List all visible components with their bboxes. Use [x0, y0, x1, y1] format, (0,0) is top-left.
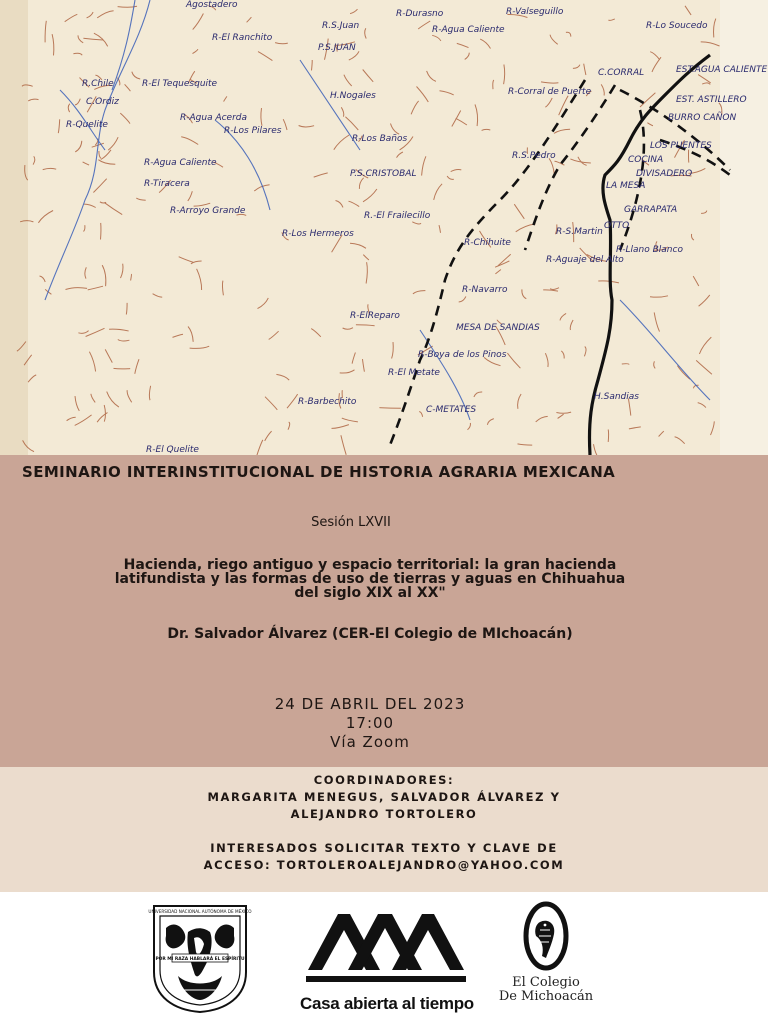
event-time: 17:00 — [345, 714, 395, 732]
coordinators-names: ALEJANDRO TORTOLERO — [290, 807, 478, 821]
colmich-name — [490, 976, 602, 1004]
map-label: P.S.CRISTOBAL — [350, 169, 417, 179]
map-label: R-Agua Acerda — [180, 113, 248, 123]
map-label: R-Barbechito — [298, 397, 357, 407]
session-info-band — [0, 455, 768, 767]
map-label: R-Quelite — [66, 120, 108, 130]
map-label: C.CORRAL — [598, 68, 645, 78]
map-label: R-Durasno — [396, 9, 444, 19]
institution-logos — [0, 892, 768, 1024]
uam-logo — [300, 906, 472, 1018]
map-label: MESA DE SANDIAS — [456, 323, 540, 333]
coordinators-band — [0, 767, 768, 892]
map-label: LA MESA — [606, 181, 646, 191]
terrain-stroke — [379, 408, 401, 409]
map-label: R-Boya de los Pinos — [418, 350, 507, 360]
map-label: EST. ASTILLERO — [676, 95, 747, 105]
map-label: R-Los Hermeros — [282, 229, 354, 239]
event-date: 24 DE ABRIL DEL 2023 — [274, 695, 466, 713]
map-label: R.-El Frailecillo — [364, 211, 431, 221]
map-label: R-Agua Caliente — [144, 158, 217, 168]
speaker: Dr. Salvador Álvarez (CER-El Colegio de MIchoacán) — [167, 626, 573, 642]
map-label: R-S.Martin — [556, 227, 603, 237]
colmich-name-line: El Colegio — [512, 975, 580, 990]
uam-symbol-icon — [300, 906, 472, 990]
map-label: R-Tiracera — [144, 179, 190, 189]
uam-tagline: Casa abierta al tiempo — [300, 994, 474, 1013]
map-label: R.S.Juan — [322, 21, 360, 31]
map-label: R-Agua Caliente — [432, 25, 505, 35]
unam-seal-text: UNIVERSIDAD NACIONAL AUTÓNOMA DE MÉXICO — [148, 909, 252, 914]
map-label: R-Arroyo Grande — [170, 206, 246, 216]
map-label: P.S.JUAN — [318, 43, 356, 53]
map-label: R-El Quelite — [146, 445, 199, 455]
talk-title-line: Hacienda, riego antiguo y espacio territorial: la gran hacienda — [123, 557, 617, 573]
map-label: R-Los Baños — [352, 134, 408, 144]
unam-motto: POR MI RAZA HABLARÁ EL ESPÍRITU — [155, 957, 245, 962]
map-label: R-Aguaje del Alto — [546, 255, 624, 265]
map-label: H.Nogales — [330, 91, 376, 101]
map-label: H.Sandias — [594, 392, 639, 402]
map-label: R-El Metate — [388, 368, 440, 378]
map-label: R-Llano Blanco — [616, 245, 683, 255]
map-label: R.S.Pedro — [512, 151, 556, 161]
map-label: R-Corral de Puerte — [508, 87, 592, 97]
map-label: R-Lo Soucedo — [646, 21, 708, 31]
access-request-text: INTERESADOS SOLICITAR TEXTO Y CLAVE DE — [210, 841, 558, 855]
map-label: C-METATES — [426, 405, 477, 415]
map-label: Agostadero — [186, 0, 238, 10]
seminar-title: SEMINARIO INTERINSTITUCIONAL DE HISTORIA AGRARIA MEXICANA — [22, 463, 616, 481]
unam-seal-icon — [148, 902, 252, 1014]
session-number: Sesión LXVII — [311, 515, 391, 530]
map-label: R-Navarro — [462, 285, 508, 295]
colmich-name-line: De Michoacán — [498, 989, 594, 1004]
map-label: GARRAPATA — [624, 205, 678, 215]
talk-title — [70, 558, 670, 600]
map-label: R-ElReparo — [350, 311, 400, 321]
colmich-fish-icon — [490, 900, 602, 972]
map-label: C.Ordiz — [86, 97, 119, 107]
talk-title-line: latifundista y las formas de uso de tierras y aguas en Chihuahua — [114, 571, 626, 587]
unam-logo — [148, 902, 252, 1014]
event-details — [0, 695, 740, 752]
map-label: R-Los Pilares — [224, 126, 282, 136]
map-label: BURRO CAÑON — [668, 113, 737, 123]
access-request — [0, 840, 768, 874]
map-label: R-El Ranchito — [212, 33, 273, 43]
colmich-logo — [490, 900, 602, 1016]
access-request-email[interactable]: ACCESO: TORTOLEROALEJANDRO@YAHOO.COM — [203, 858, 565, 872]
coordinators-heading: COORDINADORES: — [313, 773, 455, 787]
coordinators-names: MARGARITA MENEGUS, SALVADOR ÁLVAREZ Y — [207, 790, 561, 804]
map-drawing — [0, 0, 768, 455]
map-label: DIVISADERO — [636, 169, 693, 179]
map-label: LOS PUENTES — [650, 141, 712, 151]
map-label: R-Chihuite — [464, 238, 511, 248]
coordinators — [0, 772, 768, 823]
map-label: OTTO — [604, 221, 630, 231]
map-label: R.Chile — [82, 79, 114, 89]
map-label: COCINA — [628, 155, 664, 165]
map-label: EST.AGUA CALIENTE — [676, 65, 768, 75]
map-label: R-Valseguillo — [506, 7, 564, 17]
map-label: R-El Tequesquite — [142, 79, 218, 89]
talk-title-line: del siglo XIX al XX" — [294, 585, 446, 601]
event-venue: Vía Zoom — [330, 733, 410, 751]
historical-map — [0, 0, 768, 455]
